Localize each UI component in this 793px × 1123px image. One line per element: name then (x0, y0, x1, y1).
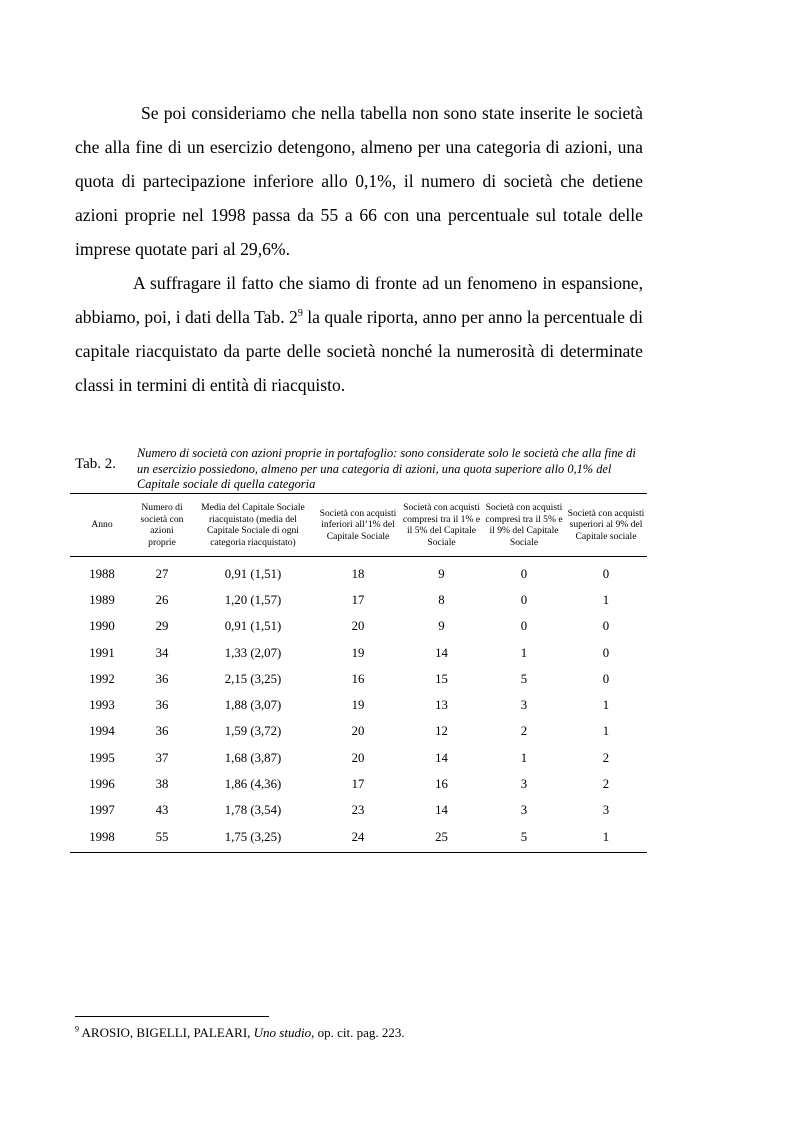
cell-lt1: 17 (351, 592, 365, 607)
cell-lt1: 19 (351, 645, 365, 660)
table-row (70, 745, 647, 771)
cell-1to5: 13 (435, 698, 448, 713)
cell-lt1: 20 (351, 724, 365, 739)
cell-1to5: 14 (435, 645, 448, 660)
cell-mean: 1,20 (1,57) (224, 592, 282, 607)
cell-1to5: 15 (435, 671, 448, 686)
cell-year: 1992 (89, 671, 115, 686)
cell-5to9: 1 (520, 750, 528, 765)
cell-lt1: 20 (351, 750, 365, 765)
table-row (70, 771, 647, 797)
cell-1to5: 14 (435, 750, 448, 765)
cell-count: 27 (155, 566, 169, 581)
cell-year: 1994 (89, 724, 115, 739)
cell-1to5: 16 (435, 777, 448, 792)
cell-count: 36 (155, 724, 169, 739)
table-row (70, 692, 647, 718)
cell-5to9: 0 (520, 566, 528, 581)
cell-count: 37 (155, 750, 169, 765)
cell-gt9: 3 (602, 803, 610, 818)
cell-1to5: 14 (435, 803, 448, 818)
cell-5to9: 0 (520, 619, 528, 634)
table-row (70, 587, 647, 613)
cell-lt1: 19 (351, 698, 365, 713)
table-row (70, 614, 647, 640)
paragraph-2-text-before: A suffragare il fatto che siamo di fronte ad un fenomeno in espansione, abbiamo, poi, i dati della Tab. 2 (75, 273, 643, 327)
table-title: Numero di società con azioni proprie in portafoglio: sono considerate solo le società che alla fine di un esercizio possiedono, almeno per una categoria di azioni, una quota superiore allo 0,1% del Capitale sociale di quella categoria (137, 446, 636, 491)
cell-year: 1996 (89, 777, 115, 792)
footnote-reference[interactable]: 9 (297, 308, 303, 320)
cell-mean: 1,78 (3,54) (224, 803, 282, 818)
cell-count: 29 (155, 619, 169, 634)
cell-1to5: 9 (438, 566, 445, 581)
cell-lt1: 17 (351, 777, 365, 792)
cell-mean: 1,33 (2,07) (224, 645, 282, 660)
cell-5to9: 5 (520, 671, 528, 686)
table-row (70, 557, 647, 588)
cell-count: 38 (155, 777, 169, 792)
cell-1to5: 12 (435, 724, 448, 739)
cell-gt9: 1 (602, 592, 610, 607)
cell-gt9: 2 (602, 777, 610, 792)
cell-gt9: 0 (602, 619, 610, 634)
footnote-title: Uno studio (253, 1025, 312, 1040)
cell-gt9: 0 (602, 671, 610, 686)
cell-year: 1993 (89, 698, 115, 713)
body-paragraph-1 (75, 96, 643, 266)
cell-mean: 0,91 (1,51) (224, 619, 282, 634)
table-row (70, 824, 647, 853)
cell-mean: 1,86 (4,36) (224, 777, 282, 792)
cell-1to5: 8 (438, 592, 445, 607)
cell-1to5: 25 (435, 829, 448, 844)
cell-mean: 1,75 (3,25) (224, 829, 282, 844)
cell-mean: 1,88 (3,07) (224, 698, 282, 713)
cell-gt9: 2 (602, 750, 610, 765)
table-row (70, 640, 647, 666)
header-acquisti-5-9: Società con acquisti compresi tra il 5% e il 9% del Capitale Sociale (485, 502, 563, 548)
cell-year: 1997 (89, 803, 115, 818)
cell-count: 36 (155, 671, 169, 686)
cell-year: 1990 (89, 619, 115, 634)
header-acquisti-superiori: Società con acquisti superiori al 9% del Capitale sociale (567, 507, 645, 542)
footnote (75, 1025, 405, 1041)
cell-year: 1991 (89, 645, 115, 660)
table-row (70, 798, 647, 824)
data-table (70, 493, 647, 853)
header-anno: Anno (91, 519, 113, 531)
cell-5to9: 3 (520, 777, 528, 792)
cell-lt1: 23 (351, 803, 365, 818)
cell-5to9: 3 (520, 803, 528, 818)
table-label: Tab. 2. (75, 456, 117, 472)
paragraph-2-text-after: la quale riporta, anno per anno la percentuale di capitale riacquistato da parte delle società nonché la numerosità di determinate classi in termini di entità di riacquisto. (75, 307, 643, 395)
cell-gt9: 1 (602, 698, 610, 713)
cell-5to9: 2 (520, 724, 528, 739)
cell-lt1: 24 (351, 829, 365, 844)
cell-lt1: 16 (351, 671, 365, 686)
table-row (70, 719, 647, 745)
body-paragraph-2 (75, 266, 643, 402)
cell-lt1: 18 (351, 566, 365, 581)
cell-gt9: 0 (602, 566, 610, 581)
cell-count: 55 (155, 829, 169, 844)
cell-count: 26 (155, 592, 169, 607)
header-acquisti-1-5: Società con acquisti compresi tra il 1% e il 5% del Capitale Sociale (402, 502, 481, 548)
cell-gt9: 0 (602, 645, 610, 660)
cell-year: 1998 (89, 829, 115, 844)
cell-count: 36 (155, 698, 169, 713)
cell-year: 1989 (89, 592, 115, 607)
cell-lt1: 20 (351, 619, 365, 634)
footnote-authors: AROSIO, BIGELLI, PALEARI, (79, 1025, 254, 1040)
cell-1to5: 9 (438, 619, 445, 634)
cell-gt9: 1 (602, 829, 610, 844)
cell-mean: 1,68 (3,87) (224, 750, 282, 765)
cell-year: 1988 (89, 566, 115, 581)
header-media-capitale: Media del Capitale Sociale riacquistato (media del Capitale Sociale di ogni categoria riacquistato) (201, 502, 305, 548)
paragraph-1-text: Se poi consideriamo che nella tabella non sono state inserite le società che alla fine di un esercizio detengono, almeno per una categoria di azioni, una quota di partecipazione inferiore allo 0,1%, il numero di società che detiene azioni proprie nel 1998 passa da 55 a 66 con una percentuale sul totale delle imprese quotate pari al 29,6%. (75, 103, 643, 259)
cell-5to9: 0 (520, 592, 528, 607)
cell-5to9: 5 (520, 829, 528, 844)
footnote-divider (75, 1016, 269, 1017)
header-acquisti-inferiori: Società con acquisti inferiori all’1% del Capitale Sociale (319, 507, 397, 542)
cell-year: 1995 (89, 750, 115, 765)
header-numero-societa: Numero di società con azioni proprie (140, 502, 184, 548)
cell-count: 34 (155, 645, 169, 660)
cell-5to9: 1 (520, 645, 528, 660)
cell-mean: 2,15 (3,25) (224, 671, 282, 686)
table-row (70, 666, 647, 692)
cell-mean: 1,59 (3,72) (224, 724, 282, 739)
cell-gt9: 1 (602, 724, 610, 739)
table-header-row (70, 494, 647, 557)
footnote-citation: , op. cit. pag. 223. (311, 1025, 405, 1040)
footnote-number: 9 (75, 1024, 79, 1034)
cell-5to9: 3 (520, 698, 528, 713)
cell-mean: 0,91 (1,51) (224, 566, 282, 581)
cell-count: 43 (155, 803, 169, 818)
